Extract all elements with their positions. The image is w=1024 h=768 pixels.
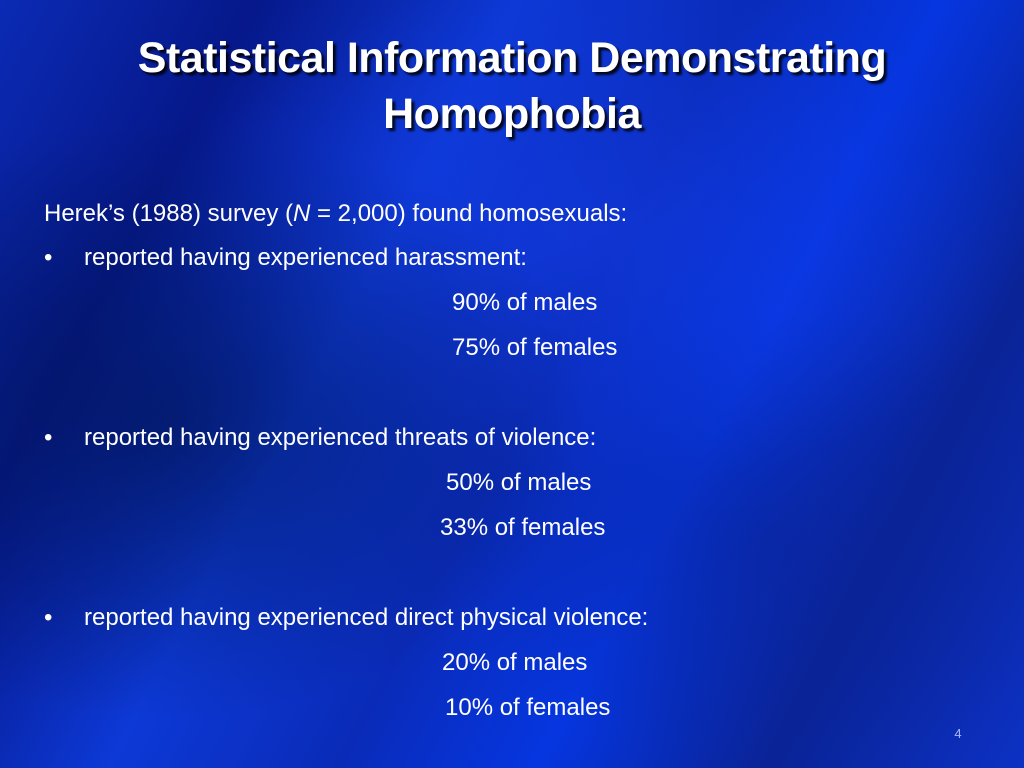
intro-text-start: Herek’s (1988) survey (: [44, 200, 293, 227]
slide-title: Statistical Information Demonstrating Homophobia: [137, 34, 887, 138]
bullet-threats-label: reported having experienced threats of violence:: [84, 424, 597, 451]
intro-text-end: = 2,000) found homosexuals:: [310, 200, 628, 227]
bullet-harassment-label: reported having experienced harassment:: [84, 244, 527, 271]
bullet-physical-violence-label: reported having experienced direct physical violence:: [84, 604, 649, 631]
page-number: 4: [954, 726, 962, 741]
stat-physical-violence-males: 20% of males: [442, 649, 588, 676]
stat-harassment-males: 90% of males: [452, 289, 598, 316]
intro-text: [44, 194, 627, 234]
stat-harassment-females: 75% of females: [452, 334, 618, 361]
stat-threats-males: 50% of males: [446, 469, 592, 496]
stat-threats-females: 33% of females: [440, 514, 606, 541]
bullet-point-icon: •: [44, 604, 53, 631]
stat-physical-violence-females: 10% of females: [445, 694, 611, 721]
bullet-point-icon: •: [44, 424, 53, 451]
sample-size-symbol: N: [292, 200, 311, 227]
bullet-point-icon: •: [44, 244, 53, 271]
